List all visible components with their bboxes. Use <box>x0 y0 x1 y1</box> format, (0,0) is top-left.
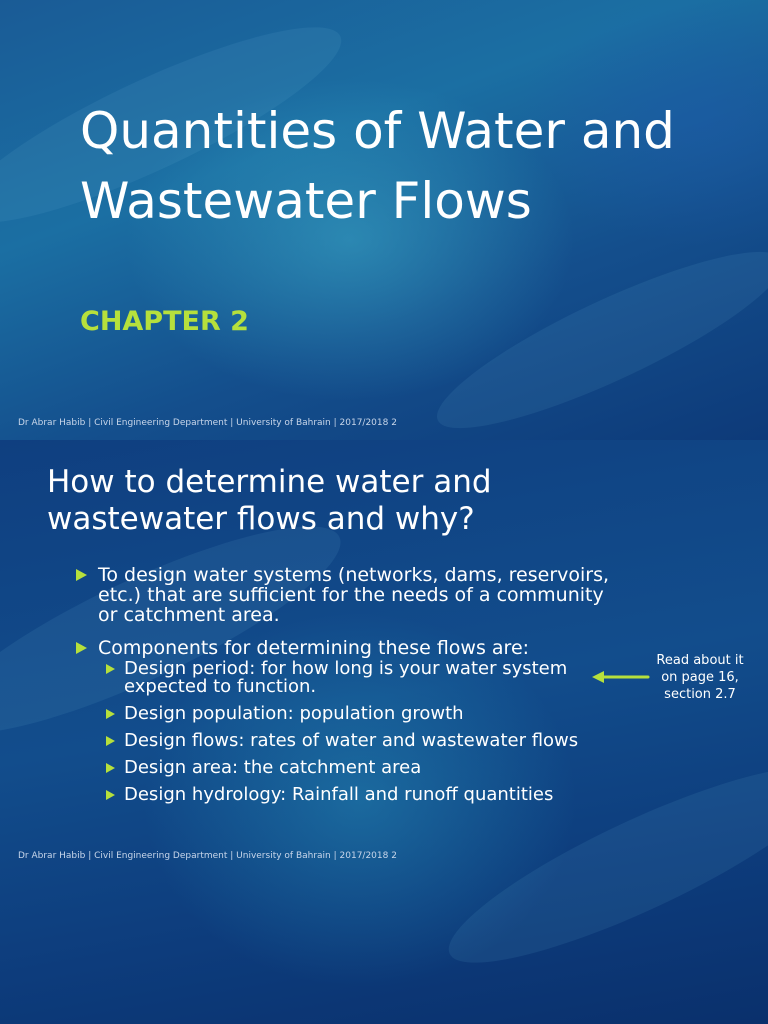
bullet-arrow-icon <box>106 664 115 674</box>
sub-bullet-list <box>106 660 626 804</box>
slide-heading: How to determine water and wastewater flows and why? <box>47 464 492 537</box>
slide-title: Quantities of Water and Wastewater Flows <box>80 102 675 230</box>
sub-bullet-item <box>106 759 626 777</box>
sub-bullet-item <box>106 786 626 804</box>
bullet-arrow-icon <box>106 790 115 800</box>
content-slide <box>0 440 768 1024</box>
bullet-arrow-icon <box>76 569 87 581</box>
bullet-arrow-icon <box>106 736 115 746</box>
slide-footer: Dr Abrar Habib | Civil Engineering Department | University of Bahrain | 2017/2018 2 <box>18 851 397 861</box>
bullet-arrow-icon <box>106 709 115 719</box>
bullet-arrow-icon <box>106 763 115 773</box>
bullet-list <box>76 565 626 817</box>
sub-bullet-text: Design flows: rates of water and wastewater flows <box>124 730 579 751</box>
sub-bullet-item <box>106 732 626 750</box>
sub-bullet-text: Design hydrology: Rainfall and runoff quantities <box>124 784 554 805</box>
sub-bullet-text: Design population: population growth <box>124 703 464 724</box>
sub-bullet-text: Design period: for how long is your water system expected to function. <box>124 658 568 697</box>
sub-bullet-text: Design area: the catchment area <box>124 757 422 778</box>
sub-bullet-item <box>106 660 626 696</box>
callout-note: Read about it on page 16, section 2.7 <box>656 653 744 702</box>
bullet-item <box>76 638 626 804</box>
bullet-arrow-icon <box>76 642 87 654</box>
sub-bullet-item <box>106 705 626 723</box>
bullet-text: Components for determining these flows are: <box>98 637 530 659</box>
bullet-item <box>76 565 626 625</box>
slide-footer: Dr Abrar Habib | Civil Engineering Department | University of Bahrain | 2017/2018 2 <box>18 418 397 428</box>
bullet-text: To design water systems (networks, dams, reservoirs, etc.) that are sufficient for the needs of a community or catchment area. <box>98 564 610 626</box>
callout-arrow-icon <box>590 667 650 687</box>
background-streak <box>421 223 768 440</box>
slide-subtitle: CHAPTER 2 <box>80 306 249 337</box>
title-slide <box>0 0 768 440</box>
